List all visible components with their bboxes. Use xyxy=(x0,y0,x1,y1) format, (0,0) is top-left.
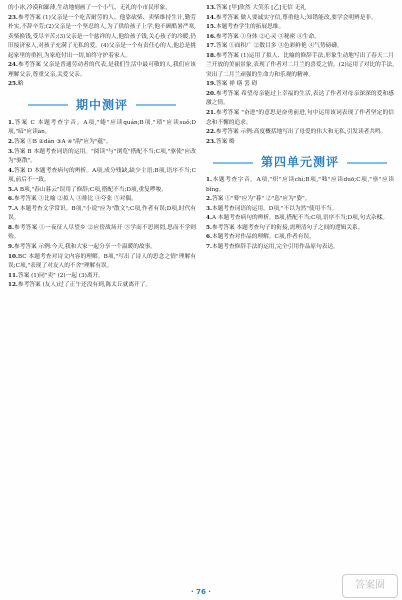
entry-text: 本题考查字音。A项,"炽"应读chì;B项,"咄"应读duō;C项,"禀"应读bǐng。 xyxy=(206,177,394,193)
answer-entry xyxy=(8,167,196,186)
answer-entry xyxy=(206,80,394,90)
answer-entry xyxy=(206,128,394,138)
section-title-midterm xyxy=(8,96,196,113)
entry-number: 13. xyxy=(206,5,216,11)
entry-number: 11. xyxy=(8,272,18,279)
answer-entry xyxy=(206,176,394,195)
entry-number: 3. xyxy=(8,148,14,155)
left-column xyxy=(8,4,196,291)
entry-number: 21. xyxy=(206,110,216,117)
entry-text: 答案 ①B ②dàn ③A ④"韵"应为"蕴"。 xyxy=(13,139,112,146)
entry-text: 参考答案 本题考查句子的衔接,需理清句子之间的逻辑关系。 xyxy=(211,224,364,231)
entry-text: 答案 略 xyxy=(215,138,235,145)
entry-number: 20. xyxy=(206,90,216,97)
entry-number: 15. xyxy=(206,24,216,31)
answer-entry xyxy=(8,186,196,196)
entry-number: 2. xyxy=(206,196,212,203)
section-title-unit4 xyxy=(206,153,394,170)
entry-number: 1. xyxy=(8,119,14,126)
answer-entry xyxy=(8,281,196,291)
entry-number: 1. xyxy=(206,177,212,184)
answer-entry xyxy=(206,214,394,224)
entry-number: 22. xyxy=(206,129,216,136)
entry-number: 3. xyxy=(206,205,212,212)
entry-number: 4. xyxy=(8,167,14,174)
answer-entry xyxy=(8,4,196,14)
entry-text: 本题考查学生的拓展思维。 xyxy=(215,24,285,31)
entry-number: 9. xyxy=(8,244,14,251)
section-title-text: 期中测评 xyxy=(68,96,136,113)
answer-entry xyxy=(8,138,196,148)
answer-entry xyxy=(206,42,394,52)
entry-text: A 本题考查文学常识。B项,"小说"应为"散文";C项,作者有误;D项,时代有误。 xyxy=(8,205,196,222)
entry-text: 本题考查对作品的理解。C项,作者有误。 xyxy=(211,234,315,241)
answer-entry xyxy=(8,61,196,80)
entry-number: 10. xyxy=(8,253,18,260)
entry-text: 的小冰,冷漠和鄙薄,生动地刻画了一个小气、无礼的小市民形象。 xyxy=(8,5,171,11)
entry-text: 参考答案 做人要诚实守信,尊重他人;知错能改,要学会明辨是非。 xyxy=(215,14,377,21)
entry-number: 7. xyxy=(8,205,14,212)
answer-entry xyxy=(8,80,196,90)
entry-text: 本题考查词语的运用。D项,"不以为然"使用不当。 xyxy=(211,205,338,212)
entry-number: 16. xyxy=(206,33,216,40)
entry-number: 24. xyxy=(8,62,18,69)
entry-text: 参考答案 父亲是普通劳动者的代表,是我们生活中最可敬的人,我们应该理解父亲,尊重父亲,关爱父亲。 xyxy=(8,62,196,78)
right-answer-entries xyxy=(206,4,394,147)
entry-number: 4. xyxy=(206,215,212,222)
answer-entry xyxy=(8,272,196,282)
entry-number: 25. xyxy=(8,81,18,88)
entry-text: 答案 ①面积广 ②数目多 ③色彩鲜艳 ④气势磅礴。 xyxy=(215,43,343,50)
entry-text: 参考答案 ①比喻 ②拟人 ③排比 ④夸张 ⑤对偶。 xyxy=(13,196,137,203)
answer-entry xyxy=(206,4,394,14)
left-answer-entries xyxy=(8,119,196,291)
answer-entry xyxy=(206,52,394,81)
entry-number: 23. xyxy=(8,14,18,21)
page-number: · 76 · xyxy=(191,588,211,596)
entry-text: 参考答案 示例:今天,我和大家一起分享一个温暖的故事。 xyxy=(13,244,156,251)
entry-text: A B项,"春山暮云"误用了修辞;C项,搭配不当;D项,重复啰唆。 xyxy=(13,186,167,193)
answer-entry xyxy=(206,23,394,33)
answer-entry xyxy=(8,14,196,62)
entry-number: 2. xyxy=(8,139,14,146)
section-title-text: 第四单元测评 xyxy=(253,153,347,170)
entry-text: 本题考查修辞手法的运用,完全引用作品原句表达。 xyxy=(211,244,339,251)
answer-entry xyxy=(8,253,196,272)
left-pre-entries xyxy=(8,4,196,90)
entry-number: 23. xyxy=(206,138,216,145)
answer-entry xyxy=(206,224,394,234)
answer-entry xyxy=(206,205,394,215)
entry-number: 5. xyxy=(206,224,212,231)
entry-number: 17. xyxy=(206,43,216,50)
answer-entry xyxy=(8,195,196,205)
entry-text: 参考答案 "奋进"的意思是奋勇前进,句中运用该词表现了作者坚定的信念和不懈的追求。 xyxy=(206,110,394,126)
answer-entry xyxy=(206,14,394,24)
entry-number: 5. xyxy=(8,186,14,193)
entry-text: 答案 C 本题考查字音。A项,"蜷"应读quán;B项,"琐"应读suǒ;D项,"暗"应读àn。 xyxy=(8,119,196,136)
right-column xyxy=(206,4,394,253)
entry-text: 参考答案 (友人)过了正午还没有到,陈太丘就离开了。 xyxy=(17,282,152,289)
entry-text: 参考答案 (1)运用了拟人、比喻的修辞手法,形象生动地写出了春天二月兰开放的美丽景象,表现了作者对二月兰的喜爱之情。(2)运用了对比的手法,突出了二月兰顽强的生命力和乐观的精神。 xyxy=(206,52,394,78)
entry-number: 19. xyxy=(206,81,216,88)
entry-number: 7. xyxy=(206,244,212,251)
entry-text: 答案 ①"蓦"应为"暮" ②"恣"应为"姿"。 xyxy=(211,196,311,203)
answer-entry xyxy=(8,205,196,224)
entry-text: 参考答案 ①一夜征人尽望乡 ②应傍战场开 ③学而不思则罔,思而不学则殆。 xyxy=(8,224,196,241)
right-answer-entries-unit4 xyxy=(206,176,394,252)
answer-entry xyxy=(206,90,394,109)
entry-number: 8. xyxy=(8,224,14,231)
answer-entry xyxy=(206,33,394,43)
watermark-logo: 答案圈 xyxy=(342,574,398,598)
entry-text: 参考答案 ①身体 ②心灵 ③秘密 ④生命。 xyxy=(215,33,320,40)
entry-text: 答案 B 本题考查词语的运用。"阅读"与"浏览"搭配不当;C项,"驱使"应改为"驱散"。 xyxy=(8,148,196,165)
entry-text: 答案 [甲]欣然 大笑乐 [乙]无信 无礼 xyxy=(215,5,306,11)
entry-text: 参考答案 示例:高度概括地写出了母爱的伟大和无私,引发读者共鸣。 xyxy=(215,129,387,136)
entry-number: 18. xyxy=(206,52,216,59)
entry-text: 略 xyxy=(17,81,24,88)
entry-text: BC 本题考查对诗文内容的理解。B项,"写出了诗人的思念之情"理解有误;C项,"表现了对友人的不舍"理解有误。 xyxy=(8,253,196,270)
entry-number: 14. xyxy=(206,14,216,21)
answer-entry xyxy=(8,224,196,243)
entry-text: 答案 D 本题考查病句的辨析。A项,成分残缺,缺少主语;B项,语序不当;C项,前后不一致。 xyxy=(8,167,196,184)
entry-number: 12. xyxy=(8,282,18,289)
answer-entry xyxy=(206,195,394,205)
entry-text: A 本题考查病句的辨析。B项,搭配不当;C项,语序不当;D项,句式杂糅。 xyxy=(211,215,389,222)
entry-number: 6. xyxy=(8,196,14,203)
answer-entry xyxy=(206,109,394,128)
answer-entry xyxy=(8,243,196,253)
entry-number: 6. xyxy=(206,234,212,241)
entry-text: 参考答案 (1)父亲是一个吃苦耐劳的人。他靠砍柴、卖柴维持生计,勤劳朴实,不辞辛劳;(2)父亲是一个坚忍的人,为了供给孩子上学,他不顾酷暑严寒,卖柴换钱,受尽辛苦;(3)父亲是一个慈祥的人,他给孩子钱,关心孩子的冷暖,仍旧接济家人,对孩子充满了无私的爱。(4)父亲是一个有责任心的人,他总是挑起家里的重担,为家庭付出一切,始终守护着家人。 xyxy=(8,14,196,59)
entry-text: 参考答案 希望母亲能过上幸福的生活,表达了作者对母亲深深的爱和感激之情。 xyxy=(206,90,394,107)
answer-entry xyxy=(206,138,394,148)
answer-entry xyxy=(8,119,196,138)
entry-text: 答案 (1)同"卖" (2)一起 (3)离开。 xyxy=(17,272,104,279)
answer-entry xyxy=(8,148,196,167)
answer-entry xyxy=(206,233,394,243)
entry-text: 答案 禅 缮 罢 碍 xyxy=(215,81,258,88)
answer-entry xyxy=(206,243,394,253)
